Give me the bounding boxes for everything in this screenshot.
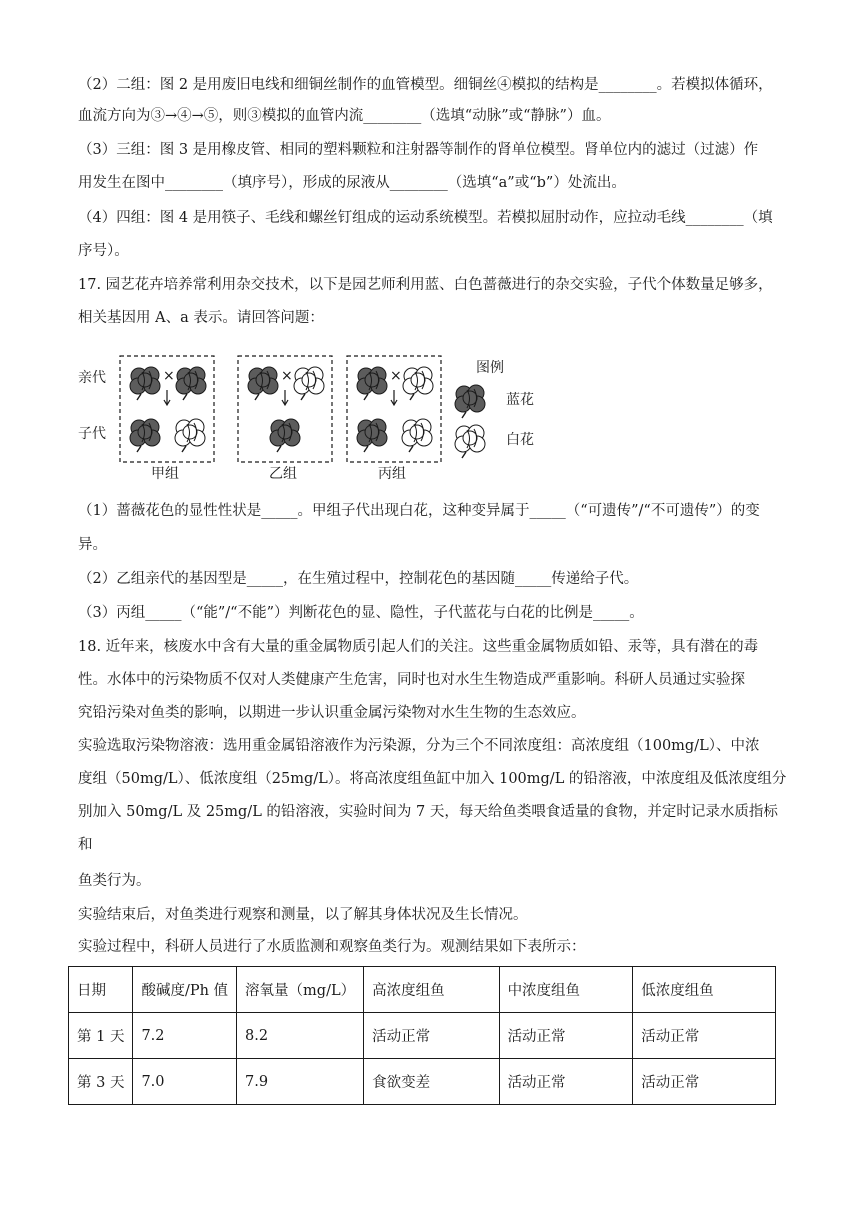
table-cell: 活动正常 bbox=[499, 1059, 633, 1105]
table-header-row bbox=[69, 967, 776, 1013]
q16-part2-line1: （2）二组：图 2 是用废旧电线和细铜丝制作的血管模型。细铜丝④模拟的结构是________。若模拟体循环， bbox=[78, 77, 773, 93]
table-cell: 7.9 bbox=[237, 1059, 364, 1105]
bing-parent-blue-flower bbox=[357, 367, 387, 400]
q16-part2-line2: 血流方向为③→④→⑤，则③模拟的血管内流________（选填“动脉”或“静脉”）血。 bbox=[78, 108, 611, 124]
table-header-cell: 溶氧量（mg/L） bbox=[237, 967, 364, 1013]
yi-parent-white-flower bbox=[294, 367, 324, 400]
legend-white-flower bbox=[455, 425, 485, 458]
row-label-child: 子代 bbox=[78, 426, 106, 442]
q16-part3-line2: 用发生在图中________（填序号），形成的尿液从________（选填“a”或“b”）处流出。 bbox=[78, 175, 626, 191]
table-header-cell: 中浓度组鱼 bbox=[499, 967, 633, 1013]
bing-arrow bbox=[391, 390, 397, 405]
q18-stem-line2: 性。水体中的污染物质不仅对人类健康产生危害，同时也对水生生物造成严重影响。科研人员通过实验探 bbox=[78, 672, 745, 688]
q17-part3: （3）丙组_____（“能”/“不能”）判断花色的显、隐性，子代蓝花与白花的比例是_____。 bbox=[78, 605, 644, 621]
table-cell: 8.2 bbox=[237, 1013, 364, 1059]
cross-experiment-figure bbox=[78, 346, 558, 486]
table-row bbox=[69, 1059, 776, 1105]
bing-child-blue-flower bbox=[357, 419, 387, 452]
table-cell: 第 3 天 bbox=[69, 1059, 133, 1105]
row-label-parent: 亲代 bbox=[78, 370, 106, 386]
table-cell: 第 1 天 bbox=[69, 1013, 133, 1059]
yi-child-blue-flower bbox=[270, 419, 300, 452]
legend-title: 图例 bbox=[476, 360, 504, 376]
group-label-yi: 乙组 bbox=[269, 466, 297, 482]
bing-parent-white-flower bbox=[403, 367, 433, 400]
q16-part3-line1: （3）三组：图 3 是用橡皮管、相同的塑料颗粒和注射器等制作的肾单位模型。肾单位内的滤过（过滤）作 bbox=[78, 142, 759, 158]
yi-cross-symbol: × bbox=[281, 368, 293, 384]
legend-white-label: 白花 bbox=[506, 432, 534, 448]
table-cell: 7.2 bbox=[133, 1013, 237, 1059]
q17-part1-line1: （1）蔷薇花色的显性性状是_____。甲组子代出现白花，这种变异属于_____（“可遗传”/“不可遗传”）的变 bbox=[78, 503, 760, 519]
jia-cross-symbol: × bbox=[163, 368, 175, 384]
q16-part4-line2: 序号）。 bbox=[78, 243, 129, 259]
table-header-cell: 高浓度组鱼 bbox=[364, 967, 499, 1013]
table-cell: 活动正常 bbox=[364, 1013, 499, 1059]
q18-table-intro: 实验过程中，科研人员进行了水质监测和观察鱼类行为。观测结果如下表所示： bbox=[78, 939, 586, 955]
q16-part4-line1: （4）四组：图 4 是用筷子、毛线和螺丝钉组成的运动系统模型。若模拟屈肘动作，应拉动毛线________（填 bbox=[78, 210, 773, 226]
table-header-cell: 低浓度组鱼 bbox=[633, 967, 776, 1013]
q17-stem-line1: 17. 园艺花卉培养常利用杂交技术，以下是园艺师利用蓝、白色蔷薇进行的杂交实验，子代个体数量足够多， bbox=[78, 277, 773, 293]
bing-child-white-flower bbox=[402, 419, 432, 452]
table-cell: 活动正常 bbox=[633, 1059, 776, 1105]
table-header-cell: 酸碱度/Ph 值 bbox=[133, 967, 237, 1013]
table-cell: 活动正常 bbox=[633, 1013, 776, 1059]
jia-parent-blue-flower bbox=[130, 367, 160, 400]
q18-method-line5: 鱼类行为。 bbox=[78, 873, 151, 889]
jia-child-white-flower bbox=[175, 419, 205, 452]
table-cell: 7.0 bbox=[133, 1059, 237, 1105]
group-label-bing: 丙组 bbox=[378, 466, 406, 482]
jia-arrow bbox=[164, 390, 170, 405]
q18-method-line3: 别加入 50mg/L 及 25mg/L 的铅溶液，实验时间为 7 天，每天给鱼类喂食适量的食物，并定时记录水质指标 bbox=[78, 804, 778, 820]
group-label-jia: 甲组 bbox=[151, 466, 179, 482]
table-header-cell: 日期 bbox=[69, 967, 133, 1013]
q18-method-line4: 和 bbox=[78, 837, 93, 853]
yi-arrow bbox=[282, 390, 288, 405]
q17-part2: （2）乙组亲代的基因型是_____，在生殖过程中，控制花色的基因随_____传递给子代。 bbox=[78, 571, 639, 587]
bing-cross-symbol: × bbox=[390, 368, 402, 384]
q17-stem-line2: 相关基因用 A、a 表示。请回答问题： bbox=[78, 310, 324, 326]
table-cell: 活动正常 bbox=[499, 1013, 633, 1059]
table-row bbox=[69, 1013, 776, 1059]
q18-stem-line1: 18. 近年来，核废水中含有大量的重金属物质引起人们的关注。这些重金属物质如铅、汞等，具有潜在的毒 bbox=[78, 639, 759, 655]
legend-blue-label: 蓝花 bbox=[506, 392, 534, 408]
q18-method-line1: 实验选取污染物溶液：选用重金属铅溶液作为污染源，分为三个不同浓度组：高浓度组（100mg/L）、中浓 bbox=[78, 738, 760, 754]
q18-method-line2: 度组（50mg/L）、低浓度组（25mg/L）。将高浓度组鱼缸中加入 100mg/L 的铅溶液，中浓度组及低浓度组分 bbox=[78, 771, 787, 787]
legend-blue-flower bbox=[455, 385, 485, 418]
table-cell: 食欲变差 bbox=[364, 1059, 499, 1105]
q17-part1-line2: 异。 bbox=[78, 537, 107, 553]
jia-parent-blue-flower-2 bbox=[176, 367, 206, 400]
yi-parent-blue-flower bbox=[248, 367, 278, 400]
q18-after: 实验结束后，对鱼类进行观察和测量，以了解其身体状况及生长情况。 bbox=[78, 907, 528, 923]
jia-child-blue-flower bbox=[130, 419, 160, 452]
water-quality-table bbox=[68, 966, 776, 1105]
q18-stem-line3: 究铅污染对鱼类的影响，以期进一步认识重金属污染物对水生生物的生态效应。 bbox=[78, 705, 586, 721]
cross-diagram bbox=[78, 346, 558, 486]
